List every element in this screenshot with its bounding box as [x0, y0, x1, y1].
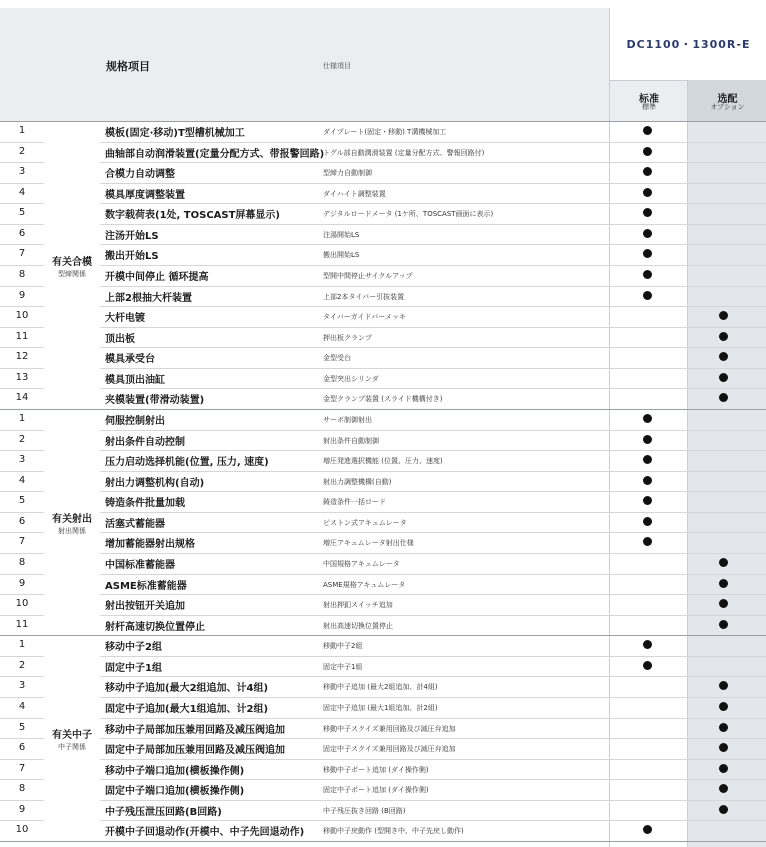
option-dot-icon — [719, 764, 728, 773]
row-divider — [100, 265, 766, 266]
row-divider — [0, 142, 44, 143]
item-cn: 伺服控制射出 — [105, 415, 165, 427]
header-item-cn: 规格项目 — [106, 60, 150, 73]
table-row — [0, 779, 766, 799]
table-row — [0, 759, 766, 779]
row-number: 14 — [15, 392, 29, 404]
table-row — [0, 224, 766, 244]
item-cn: 模具承受台 — [105, 354, 155, 366]
item-cn: 大杆电镀 — [105, 313, 145, 325]
row-divider — [100, 491, 766, 492]
item-jp: タイバーガイドバーメッキ — [323, 313, 406, 322]
row-number: 5 — [18, 207, 26, 219]
option-dot-icon — [719, 723, 728, 732]
row-number: 6 — [18, 742, 26, 754]
item-jp: 移動中子戻動作 (型開き中、中子先戻し動作) — [323, 827, 464, 836]
row-divider — [0, 203, 44, 204]
option-dot-icon — [719, 352, 728, 361]
item-jp: トグル部自動潤滑装置 (定量分配方式、警報回路付) — [323, 148, 485, 157]
item-jp: 移動中子ポート追加 (ダイ操作側) — [323, 765, 429, 774]
row-number: 6 — [18, 227, 26, 239]
row-divider — [0, 183, 44, 184]
row-divider — [0, 430, 44, 431]
standard-dot-icon — [643, 661, 652, 670]
row-divider — [100, 142, 766, 143]
row-number: 11 — [15, 618, 29, 630]
group-label — [44, 253, 100, 279]
table-row — [0, 676, 766, 696]
item-cn: 移动中子局部加压兼用回路及减压阀追加 — [105, 724, 285, 736]
row-divider — [0, 779, 44, 780]
row-divider — [0, 759, 44, 760]
item-cn: 合模力自动调整 — [105, 169, 175, 181]
standard-dot-icon — [643, 640, 652, 649]
item-jp: 中子残圧抜き回路 (B回路) — [323, 806, 406, 815]
table-header — [0, 0, 766, 121]
row-divider — [100, 388, 766, 389]
row-number: 1 — [18, 412, 26, 424]
row-divider — [0, 656, 44, 657]
row-number: 13 — [15, 371, 29, 383]
table-row — [0, 347, 766, 367]
table-row — [0, 697, 766, 717]
item-cn: 上部2根抽大杆装置 — [105, 292, 192, 304]
row-number: 10 — [15, 310, 29, 322]
item-cn: 固定中子1组 — [105, 662, 162, 674]
row-number: 8 — [18, 783, 26, 795]
table-row — [0, 512, 766, 532]
item-cn: 开模中间停止 循环提高 — [105, 271, 209, 283]
table-row — [0, 635, 766, 655]
row-number: 3 — [18, 680, 26, 692]
group-label — [44, 510, 100, 536]
row-number: 9 — [18, 803, 26, 815]
standard-dot-icon — [643, 147, 652, 156]
item-cn: 搬出开始LS — [105, 251, 159, 263]
row-divider — [100, 244, 766, 245]
option-dot-icon — [719, 373, 728, 382]
option-dot-icon — [719, 681, 728, 690]
row-divider — [100, 162, 766, 163]
table-row — [0, 820, 766, 840]
row-divider — [100, 738, 766, 739]
table-row — [0, 409, 766, 429]
item-jp: サーボ制御射出 — [323, 415, 372, 424]
item-jp: ピストン式アキュムレータ — [323, 518, 407, 527]
table-row — [0, 203, 766, 223]
option-dot-icon — [719, 743, 728, 752]
row-divider — [0, 244, 44, 245]
row-divider — [100, 820, 766, 821]
row-number: 12 — [15, 351, 29, 363]
standard-dot-icon — [643, 825, 652, 834]
table-row — [0, 615, 766, 635]
option-dot-icon — [719, 579, 728, 588]
item-jp: 射出力調整機構(自動) — [323, 477, 392, 486]
row-divider — [100, 183, 766, 184]
table-row — [0, 265, 766, 285]
group-label-jp: 型締関係 — [58, 269, 86, 278]
row-divider — [100, 512, 766, 513]
row-divider — [100, 532, 766, 533]
row-divider — [0, 594, 44, 595]
row-divider — [100, 430, 766, 431]
group-label-cn: 有关中子 — [52, 730, 92, 742]
item-cn: 曲轴部自动润滑装置(定量分配方式、带报警回路) — [105, 148, 325, 160]
row-number: 3 — [18, 454, 26, 466]
item-jp: 固定中子スクイズ兼用回路及び減圧弁追加 — [323, 745, 456, 754]
option-dot-icon — [719, 784, 728, 793]
table-row — [0, 553, 766, 573]
row-divider — [0, 512, 44, 513]
row-divider — [100, 594, 766, 595]
row-number: 7 — [18, 762, 26, 774]
row-number: 10 — [15, 598, 29, 610]
row-divider — [0, 368, 44, 369]
item-cn: 夹模装置(带滑动装置) — [105, 395, 205, 407]
option-dot-icon — [719, 599, 728, 608]
row-divider — [0, 676, 44, 677]
item-jp: 搬出開始LS — [323, 251, 360, 260]
item-cn: 射出条件自动控制 — [105, 436, 185, 448]
row-divider — [0, 162, 44, 163]
row-divider — [0, 718, 44, 719]
table-row — [0, 800, 766, 820]
table-bottom-line — [0, 841, 766, 842]
item-cn: 固定中子端口追加(横板操作侧) — [105, 786, 245, 798]
item-jp: 金型突出シリンダ — [323, 374, 379, 383]
table-row — [0, 306, 766, 326]
table-row — [0, 244, 766, 264]
row-divider — [100, 676, 766, 677]
item-jp: 射出押釦スイッチ追加 — [323, 601, 393, 610]
item-cn: 射杆高速切换位置停止 — [105, 621, 205, 633]
row-divider — [100, 327, 766, 328]
item-jp: 鋳造条件一括ロード — [323, 498, 386, 507]
row-divider — [100, 574, 766, 575]
row-number: 10 — [15, 824, 29, 836]
option-label-jp: オプション — [710, 103, 745, 111]
row-divider — [100, 306, 766, 307]
item-jp: 固定中子1組 — [323, 662, 363, 671]
table-row — [0, 327, 766, 347]
standard-dot-icon — [643, 455, 652, 464]
table-row — [0, 430, 766, 450]
row-number: 8 — [18, 556, 26, 568]
standard-dot-icon — [643, 537, 652, 546]
row-number: 2 — [18, 433, 26, 445]
item-jp: 金型受台 — [323, 354, 351, 363]
standard-dot-icon — [643, 270, 652, 279]
item-jp: ダイハイト調整装置 — [323, 189, 386, 198]
table-row — [0, 491, 766, 511]
item-cn: 射出按钮开关追加 — [105, 601, 185, 613]
item-cn: ASME标准蓄能器 — [105, 580, 187, 592]
option-dot-icon — [719, 805, 728, 814]
standard-dot-icon — [643, 496, 652, 505]
standard-dot-icon — [643, 291, 652, 300]
row-number: 2 — [18, 659, 26, 671]
table-row — [0, 594, 766, 614]
standard-dot-icon — [643, 126, 652, 135]
standard-dot-icon — [643, 435, 652, 444]
item-cn: 铸造条件批量加载 — [105, 498, 185, 510]
item-cn: 增加蓄能器射出规格 — [105, 539, 195, 551]
item-cn: 压力启动选择机能(位置, 压力, 速度) — [105, 457, 269, 469]
item-jp: 型開中間停止サイクルアップ — [323, 271, 413, 280]
standard-label-jp: 標準 — [642, 103, 656, 111]
row-number: 5 — [18, 495, 26, 507]
row-divider — [100, 718, 766, 719]
item-jp: 増圧アキュムレータ射出仕様 — [323, 539, 414, 548]
table-row — [0, 162, 766, 182]
row-divider — [100, 553, 766, 554]
item-jp: 中国規格アキュムレータ — [323, 559, 400, 568]
standard-dot-icon — [643, 208, 652, 217]
row-number: 7 — [18, 248, 26, 260]
row-divider — [0, 738, 44, 739]
group-label — [44, 726, 100, 752]
row-divider — [0, 388, 44, 389]
item-cn: 移动中子2组 — [105, 642, 162, 654]
row-number: 8 — [18, 268, 26, 280]
row-number: 4 — [18, 700, 26, 712]
item-cn: 顶出板 — [105, 333, 135, 345]
table-row — [0, 142, 766, 162]
group-label-jp: 射出関係 — [58, 527, 86, 536]
item-cn: 开模中子回退动作(开模中、中子先回退动作) — [105, 827, 305, 839]
item-cn: 注汤开始LS — [105, 230, 159, 242]
item-cn: 中子残压泄压回路(B回路) — [105, 806, 222, 818]
item-jp: 移動中子追加 (最大2組追加、計4組) — [323, 683, 438, 692]
option-dot-icon — [719, 702, 728, 711]
row-divider — [100, 759, 766, 760]
row-divider — [100, 656, 766, 657]
item-jp: 移動中子スクイズ兼用回路及び減圧弁追加 — [323, 724, 456, 733]
group-label-cn: 有关合模 — [52, 256, 92, 268]
row-divider — [0, 450, 44, 451]
row-divider — [100, 779, 766, 780]
item-jp: 押出板クランプ — [323, 333, 372, 342]
row-divider — [0, 615, 44, 616]
header-item-jp: 仕様項目 — [323, 62, 351, 70]
row-number: 4 — [18, 186, 26, 198]
item-cn: 固定中子局部加压兼用回路及减压阀追加 — [105, 745, 285, 757]
item-jp: デジタルロードメータ (1ケ所、TOSCAST画面に表示) — [323, 210, 494, 219]
item-jp: 移動中子2組 — [323, 642, 363, 651]
row-divider — [100, 697, 766, 698]
standard-column-header — [609, 80, 688, 121]
row-divider — [100, 615, 766, 616]
item-jp: 注湯開始LS — [323, 230, 360, 239]
item-cn: 模具厚度调整装置 — [105, 189, 185, 201]
row-divider — [0, 491, 44, 492]
item-jp: 固定中子ポート追加 (ダイ操作側) — [323, 786, 429, 795]
row-divider — [100, 286, 766, 287]
table-row — [0, 574, 766, 594]
table-row — [0, 532, 766, 552]
row-number: 5 — [18, 721, 26, 733]
row-divider — [0, 532, 44, 533]
model-header — [609, 8, 766, 81]
table-row — [0, 121, 766, 141]
item-cn: 活塞式蓄能器 — [105, 518, 165, 530]
row-divider — [0, 286, 44, 287]
item-jp: 金型クランプ装置 (スライド機構付き) — [323, 395, 443, 404]
option-dot-icon — [719, 332, 728, 341]
row-divider — [100, 800, 766, 801]
row-number: 11 — [15, 330, 29, 342]
item-cn: 模板(固定·移动)T型槽机械加工 — [105, 128, 245, 139]
item-jp: ASME規格アキュムレータ — [323, 580, 406, 589]
item-cn: 中国标准蓄能器 — [105, 559, 175, 571]
item-cn: 模具顶出油缸 — [105, 374, 165, 386]
standard-dot-icon — [643, 517, 652, 526]
table-row — [0, 388, 766, 408]
row-divider — [100, 471, 766, 472]
row-divider — [0, 224, 44, 225]
row-divider — [100, 347, 766, 348]
row-number: 3 — [18, 166, 26, 178]
row-divider — [0, 820, 44, 821]
item-jp: 固定中子追加 (最大1組追加、計2組) — [323, 703, 438, 712]
row-divider — [0, 327, 44, 328]
row-divider — [100, 450, 766, 451]
row-divider — [0, 574, 44, 575]
option-column-header — [687, 80, 766, 121]
table-row — [0, 286, 766, 306]
row-number: 1 — [18, 639, 26, 651]
standard-label-cn: 标准 — [639, 94, 659, 105]
standard-dot-icon — [643, 414, 652, 423]
table-row — [0, 471, 766, 491]
standard-dot-icon — [643, 249, 652, 258]
row-number: 7 — [18, 536, 26, 548]
item-jp: 上部2本タイバー引抜装置 — [323, 292, 405, 301]
option-dot-icon — [719, 311, 728, 320]
option-dot-icon — [719, 393, 728, 402]
row-divider — [0, 306, 44, 307]
item-jp: 増圧発進選択機能 (位置、圧力、速度) — [323, 457, 443, 466]
table-row — [0, 718, 766, 738]
row-number: 4 — [18, 474, 26, 486]
standard-dot-icon — [643, 229, 652, 238]
row-divider — [100, 203, 766, 204]
group-label-cn: 有关射出 — [52, 514, 92, 526]
row-divider — [0, 265, 44, 266]
row-divider — [0, 471, 44, 472]
row-number: 9 — [18, 577, 26, 589]
option-label-cn: 选配 — [717, 94, 738, 105]
group-label-jp: 中子関係 — [58, 743, 86, 752]
option-dot-icon — [719, 620, 728, 629]
row-divider — [100, 368, 766, 369]
option-dot-icon — [719, 558, 728, 567]
model-name: DC1100・1300R-E — [626, 38, 751, 51]
item-jp: 射出条件自動制御 — [323, 436, 379, 445]
row-divider — [0, 697, 44, 698]
item-jp: 射出高速切換位置停止 — [323, 621, 393, 630]
item-cn: 数字载荷表(1处, TOSCAST屏幕显示) — [105, 210, 281, 222]
row-divider — [100, 224, 766, 225]
table-row — [0, 656, 766, 676]
row-number: 6 — [18, 515, 26, 527]
standard-dot-icon — [643, 476, 652, 485]
item-cn: 固定中子追加(最大1组追加、计2组) — [105, 703, 269, 715]
item-cn: 移动中子追加(最大2组追加、计4组) — [105, 683, 269, 695]
row-number: 2 — [18, 145, 26, 157]
standard-dot-icon — [643, 167, 652, 176]
row-divider — [0, 347, 44, 348]
table-row — [0, 368, 766, 388]
row-number: 1 — [18, 125, 26, 136]
standard-dot-icon — [643, 188, 652, 197]
row-number: 9 — [18, 289, 26, 301]
table-row — [0, 183, 766, 203]
table-row — [0, 450, 766, 470]
item-jp: ダイプレート(固定・移動) T溝機械加工 — [323, 128, 447, 136]
item-cn: 射出力调整机构(自动) — [105, 477, 205, 489]
table-row — [0, 738, 766, 758]
item-cn: 移动中子端口追加(横板操作侧) — [105, 765, 245, 777]
row-divider — [0, 553, 44, 554]
row-divider — [0, 800, 44, 801]
item-jp: 型締力自動制御 — [323, 169, 372, 178]
